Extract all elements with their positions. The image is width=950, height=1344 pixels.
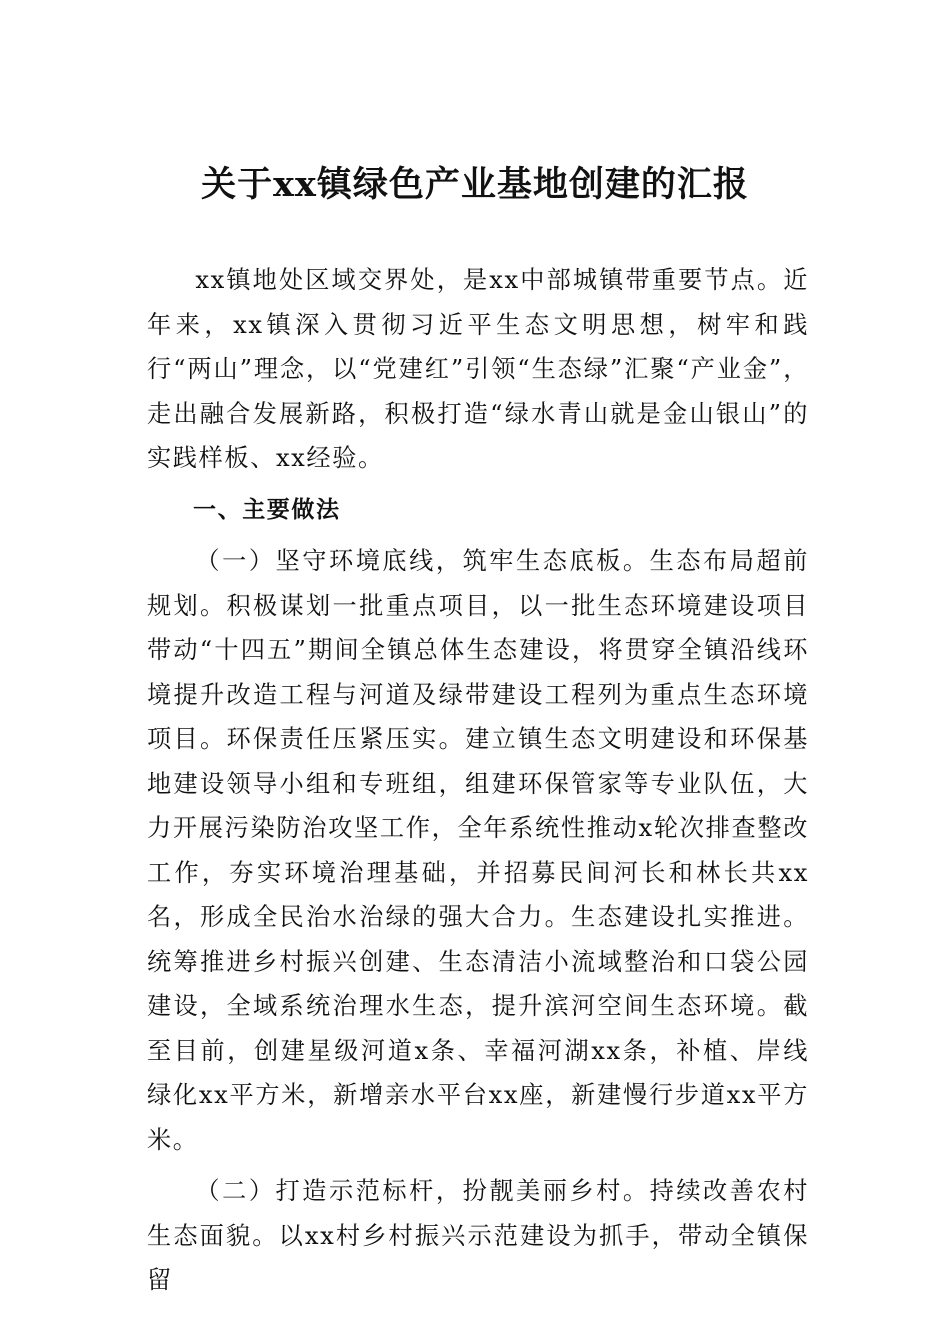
paragraph-demonstration-village: （二）打造示范标杆，扮靓美丽乡村。持续改善农村生态面貌。以xx村乡村振兴示范建设为抓手，带动全镇保留 [147,1177,809,1294]
paragraph-ecological-baseline: （一）坚守环境底线，筑牢生态底板。生态布局超前规划。积极谋划一批重点项目，以一批生态环境建设项目带动“十四五”期间全镇总体生态建设，将贯穿全镇沿线环境提升改造工程与河道及绿带建设工程列为重点生态环境项目。环保责任压紧压实。建立镇生态文明建设和环保基地建设领导小组和专班组，组建环保管家等专业队伍，大力开展污染防治攻坚工作，全年系统性推动x轮次排查整改工作，夯实环境治理基础，并招募民间河长和林长共xx名，形成全民治水治绿的强大合力。生态建设扎实推进。统筹推进乡村振兴创建、生态清洁小流域整治和口袋公园建设，全域系统治理水生态，提升滨河空间生态环境。截至目前，创建星级河道x条、幸福河湖xx条，补植、岸线绿化xx平方米，新增亲水平台xx座，新建慢行步道xx平方米。 [147,547,809,1154]
intro-paragraph: xx镇地处区域交界处，是xx中部城镇带重要节点。近年来，xx镇深入贯彻习近平生态文明思想，树牢和践行“两山”理念，以“党建红”引领“生态绿”汇聚“产业金”，走出融合发展新路，积极打造“绿水青山就是金山银山”的实践样板、xx经验。 [147,266,809,472]
document-title: 关于xx镇绿色产业基地创建的汇报 [201,164,749,205]
document-body [147,258,809,1303]
section-heading-main-practices: 一、主要做法 [193,496,341,523]
